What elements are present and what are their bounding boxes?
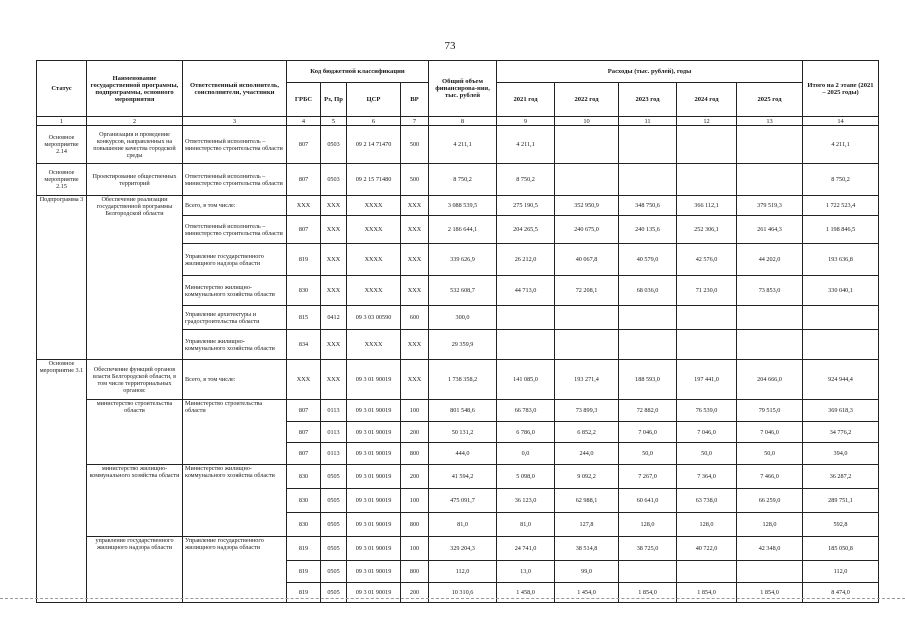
vr-cell: 500 bbox=[401, 126, 429, 164]
name-cell: Обеспечение функций органов власти Белгородской области, в том числе территориальных органов: bbox=[87, 360, 183, 400]
vr-cell: ХХХ bbox=[401, 196, 429, 216]
y2025-cell bbox=[737, 306, 803, 330]
csr-cell: 09 2 15 71480 bbox=[347, 164, 401, 196]
vr-cell: 100 bbox=[401, 537, 429, 561]
grbs-cell: 815 bbox=[287, 306, 321, 330]
y2025-cell: 50,0 bbox=[737, 443, 803, 465]
col-index: 8 bbox=[429, 117, 497, 126]
y2021-cell: 81,0 bbox=[497, 513, 555, 537]
y2024-cell: 1 854,0 bbox=[677, 583, 737, 603]
y2025-cell bbox=[737, 164, 803, 196]
table-row bbox=[37, 537, 879, 561]
y2025-cell: 7 046,0 bbox=[737, 422, 803, 443]
y2022-cell: 6 852,2 bbox=[555, 422, 619, 443]
y2024-cell: 42 576,0 bbox=[677, 244, 737, 276]
total-cell: 50 131,2 bbox=[429, 422, 497, 443]
name-cell: министерство жилищно-коммунального хозяйства области bbox=[87, 465, 183, 537]
csr-cell: 09 3 01 90019 bbox=[347, 400, 401, 422]
vr-cell: 600 bbox=[401, 306, 429, 330]
stage-total-cell: 394,0 bbox=[803, 443, 879, 465]
responsible-cell: Управление жилищно-коммунального хозяйства области bbox=[183, 330, 287, 360]
y2024-cell: 71 230,0 bbox=[677, 276, 737, 306]
col-index: 9 bbox=[497, 117, 555, 126]
vr-cell: ХХХ bbox=[401, 216, 429, 244]
stage-total-cell: 1 198 846,5 bbox=[803, 216, 879, 244]
col-2024-header: 2024 год bbox=[677, 83, 737, 117]
rzpr-cell: 0503 bbox=[321, 126, 347, 164]
vr-cell: ХХХ bbox=[401, 360, 429, 400]
status-cell: Основное мероприятие 3.1 bbox=[37, 360, 87, 603]
vr-cell: 100 bbox=[401, 489, 429, 513]
y2024-cell bbox=[677, 330, 737, 360]
csr-cell: 09 2 14 71470 bbox=[347, 126, 401, 164]
stage-total-cell: 8 750,2 bbox=[803, 164, 879, 196]
responsible-cell: Всего, в том числе: bbox=[183, 196, 287, 216]
total-cell: 532 608,7 bbox=[429, 276, 497, 306]
stage-total-cell: 185 050,8 bbox=[803, 537, 879, 561]
rzpr-cell: 0505 bbox=[321, 561, 347, 583]
col-index: 13 bbox=[737, 117, 803, 126]
y2025-cell bbox=[737, 126, 803, 164]
y2024-cell bbox=[677, 126, 737, 164]
y2023-cell: 7 046,0 bbox=[619, 422, 677, 443]
y2025-cell: 261 464,3 bbox=[737, 216, 803, 244]
rzpr-cell: 0113 bbox=[321, 422, 347, 443]
col-vr-header: ВР bbox=[401, 83, 429, 117]
y2021-cell: 24 741,0 bbox=[497, 537, 555, 561]
y2023-cell: 68 036,0 bbox=[619, 276, 677, 306]
grbs-cell: 807 bbox=[287, 422, 321, 443]
csr-cell: ХХХХ bbox=[347, 330, 401, 360]
col-responsible-header: Ответственный исполнитель, соисполнители, участники bbox=[183, 61, 287, 117]
csr-cell: 09 3 01 90019 bbox=[347, 422, 401, 443]
grbs-cell: 830 bbox=[287, 489, 321, 513]
col-index: 6 bbox=[347, 117, 401, 126]
col-index: 5 bbox=[321, 117, 347, 126]
stage-total-cell bbox=[803, 330, 879, 360]
page-number: 73 bbox=[444, 40, 456, 52]
csr-cell: 09 3 01 90019 bbox=[347, 360, 401, 400]
rzpr-cell: 0503 bbox=[321, 164, 347, 196]
y2025-cell: 73 853,0 bbox=[737, 276, 803, 306]
total-cell: 3 088 539,5 bbox=[429, 196, 497, 216]
y2024-cell bbox=[677, 306, 737, 330]
y2023-cell: 72 882,0 bbox=[619, 400, 677, 422]
code-group-header: Код бюджетной классификации bbox=[287, 61, 429, 83]
y2024-cell: 197 441,0 bbox=[677, 360, 737, 400]
y2024-cell: 40 722,0 bbox=[677, 537, 737, 561]
y2022-cell: 9 092,2 bbox=[555, 465, 619, 489]
grbs-cell: 807 bbox=[287, 443, 321, 465]
col-index: 14 bbox=[803, 117, 879, 126]
total-cell: 1 738 358,2 bbox=[429, 360, 497, 400]
status-cell: Основное мероприятие 2.15 bbox=[37, 164, 87, 196]
col-rzpr-header: Рз, Пр bbox=[321, 83, 347, 117]
grbs-cell: 807 bbox=[287, 164, 321, 196]
y2021-cell: 26 212,0 bbox=[497, 244, 555, 276]
header-row-1 bbox=[37, 61, 879, 83]
y2025-cell bbox=[737, 561, 803, 583]
column-index-row bbox=[37, 117, 879, 126]
y2023-cell: 188 593,0 bbox=[619, 360, 677, 400]
y2021-cell: 1 458,0 bbox=[497, 583, 555, 603]
y2025-cell: 42 348,0 bbox=[737, 537, 803, 561]
stage-total-cell bbox=[803, 306, 879, 330]
csr-cell: 09 3 03 00590 bbox=[347, 306, 401, 330]
col-2023-header: 2023 год bbox=[619, 83, 677, 117]
y2022-cell: 193 271,4 bbox=[555, 360, 619, 400]
grbs-cell: 807 bbox=[287, 400, 321, 422]
y2021-cell: 4 211,1 bbox=[497, 126, 555, 164]
y2025-cell: 66 259,0 bbox=[737, 489, 803, 513]
y2022-cell: 38 514,8 bbox=[555, 537, 619, 561]
csr-cell: 09 3 01 90019 bbox=[347, 583, 401, 603]
table-row bbox=[37, 164, 879, 196]
csr-cell: ХХХХ bbox=[347, 244, 401, 276]
y2022-cell: 62 988,1 bbox=[555, 489, 619, 513]
rzpr-cell: 0505 bbox=[321, 489, 347, 513]
stage-total-cell: 112,0 bbox=[803, 561, 879, 583]
y2022-cell: 1 454,0 bbox=[555, 583, 619, 603]
rzpr-cell: ХХХ bbox=[321, 276, 347, 306]
total-cell: 4 211,1 bbox=[429, 126, 497, 164]
y2024-cell: 366 112,1 bbox=[677, 196, 737, 216]
total-cell: 300,0 bbox=[429, 306, 497, 330]
csr-cell: ХХХХ bbox=[347, 276, 401, 306]
total-cell: 112,0 bbox=[429, 561, 497, 583]
stage-total-cell: 1 722 523,4 bbox=[803, 196, 879, 216]
rzpr-cell: 0505 bbox=[321, 583, 347, 603]
vr-cell: 200 bbox=[401, 465, 429, 489]
y2022-cell: 73 899,3 bbox=[555, 400, 619, 422]
y2022-cell bbox=[555, 126, 619, 164]
stage-total-cell: 924 944,4 bbox=[803, 360, 879, 400]
y2023-cell bbox=[619, 561, 677, 583]
col-2021-header: 2021 год bbox=[497, 83, 555, 117]
y2023-cell: 40 579,0 bbox=[619, 244, 677, 276]
name-cell: министерство строительства области bbox=[87, 400, 183, 465]
responsible-cell: Всего, в том числе: bbox=[183, 360, 287, 400]
vr-cell: 200 bbox=[401, 422, 429, 443]
stage-total-cell: 36 287,2 bbox=[803, 465, 879, 489]
csr-cell: 09 3 01 90019 bbox=[347, 561, 401, 583]
y2023-cell: 7 267,0 bbox=[619, 465, 677, 489]
stage-total-cell: 289 751,1 bbox=[803, 489, 879, 513]
y2024-cell: 7 046,0 bbox=[677, 422, 737, 443]
budget-table bbox=[36, 60, 879, 603]
y2022-cell: 99,0 bbox=[555, 561, 619, 583]
grbs-cell: 819 bbox=[287, 537, 321, 561]
y2025-cell: 7 466,0 bbox=[737, 465, 803, 489]
total-cell: 81,0 bbox=[429, 513, 497, 537]
y2021-cell: 13,0 bbox=[497, 561, 555, 583]
rzpr-cell: 0412 bbox=[321, 306, 347, 330]
y2022-cell bbox=[555, 330, 619, 360]
stage-total-cell: 592,8 bbox=[803, 513, 879, 537]
vr-cell: 100 bbox=[401, 400, 429, 422]
total-cell: 475 091,7 bbox=[429, 489, 497, 513]
grbs-cell: 834 bbox=[287, 330, 321, 360]
y2022-cell: 40 067,8 bbox=[555, 244, 619, 276]
grbs-cell: 830 bbox=[287, 276, 321, 306]
grbs-cell: ХХХ bbox=[287, 360, 321, 400]
y2021-cell: 5 098,0 bbox=[497, 465, 555, 489]
csr-cell: 09 3 01 90019 bbox=[347, 489, 401, 513]
y2021-cell: 6 786,0 bbox=[497, 422, 555, 443]
y2022-cell bbox=[555, 306, 619, 330]
col-csr-header: ЦСР bbox=[347, 83, 401, 117]
y2021-cell: 36 123,0 bbox=[497, 489, 555, 513]
rzpr-cell: 0505 bbox=[321, 513, 347, 537]
csr-cell: 09 3 01 90019 bbox=[347, 465, 401, 489]
y2021-cell: 44 713,0 bbox=[497, 276, 555, 306]
responsible-cell: Управление государственного жилищного надзора области bbox=[183, 244, 287, 276]
y2023-cell bbox=[619, 126, 677, 164]
y2022-cell: 352 950,9 bbox=[555, 196, 619, 216]
stage-total-cell: 193 636,8 bbox=[803, 244, 879, 276]
col-2022-header: 2022 год bbox=[555, 83, 619, 117]
rzpr-cell: 0113 bbox=[321, 400, 347, 422]
csr-cell: 09 3 01 90019 bbox=[347, 537, 401, 561]
vr-cell: 800 bbox=[401, 443, 429, 465]
y2023-cell bbox=[619, 164, 677, 196]
responsible-cell: Управление архитектуры и градостроительства области bbox=[183, 306, 287, 330]
y2021-cell: 204 265,5 bbox=[497, 216, 555, 244]
grbs-cell: 819 bbox=[287, 583, 321, 603]
y2023-cell: 128,0 bbox=[619, 513, 677, 537]
csr-cell: 09 3 01 90019 bbox=[347, 443, 401, 465]
y2025-cell: 379 519,3 bbox=[737, 196, 803, 216]
vr-cell: ХХХ bbox=[401, 244, 429, 276]
col-index: 7 bbox=[401, 117, 429, 126]
name-cell: Обеспечение реализации государственной программы Белгородской области bbox=[87, 196, 183, 360]
y2021-cell bbox=[497, 306, 555, 330]
total-cell: 339 626,9 bbox=[429, 244, 497, 276]
y2023-cell bbox=[619, 330, 677, 360]
vr-cell: 500 bbox=[401, 164, 429, 196]
y2022-cell bbox=[555, 164, 619, 196]
y2023-cell: 60 641,0 bbox=[619, 489, 677, 513]
col-status-header: Статус bbox=[37, 61, 87, 117]
grbs-cell: 830 bbox=[287, 465, 321, 489]
responsible-cell: Ответственный исполнитель – министерство строительства области bbox=[183, 126, 287, 164]
col-total-header: Общий объем финансирова-ния, тыс. рублей bbox=[429, 61, 497, 117]
vr-cell: 200 bbox=[401, 583, 429, 603]
y2023-cell: 38 725,0 bbox=[619, 537, 677, 561]
total-cell: 329 204,3 bbox=[429, 537, 497, 561]
status-cell: Подпрограмма 3 bbox=[37, 196, 87, 360]
rzpr-cell: 0113 bbox=[321, 443, 347, 465]
name-cell: Проектирование общественных территорий bbox=[87, 164, 183, 196]
responsible-cell: Ответственный исполнитель – министерство строительства области bbox=[183, 164, 287, 196]
table-row bbox=[37, 465, 879, 489]
col-index: 2 bbox=[87, 117, 183, 126]
responsible-cell: Министерство жилищно-коммунального хозяйства области bbox=[183, 276, 287, 306]
y2021-cell bbox=[497, 330, 555, 360]
col-index: 4 bbox=[287, 117, 321, 126]
col-index: 1 bbox=[37, 117, 87, 126]
y2024-cell: 252 306,1 bbox=[677, 216, 737, 244]
table-row bbox=[37, 126, 879, 164]
page-cut-line bbox=[0, 598, 905, 599]
y2025-cell: 128,0 bbox=[737, 513, 803, 537]
y2021-cell: 0,0 bbox=[497, 443, 555, 465]
name-cell: управление государственного жилищного надзора области bbox=[87, 537, 183, 603]
total-cell: 29 359,9 bbox=[429, 330, 497, 360]
responsible-cell: Министерство строительства области bbox=[183, 400, 287, 465]
stage-total-cell: 369 618,3 bbox=[803, 400, 879, 422]
stage-total-cell: 330 040,1 bbox=[803, 276, 879, 306]
col-index: 10 bbox=[555, 117, 619, 126]
col-grbs-header: ГРБС bbox=[287, 83, 321, 117]
responsible-cell: Министерство жилищно-коммунального хозяйства области bbox=[183, 465, 287, 537]
y2022-cell: 72 208,1 bbox=[555, 276, 619, 306]
vr-cell: 800 bbox=[401, 561, 429, 583]
grbs-cell: 819 bbox=[287, 561, 321, 583]
total-cell: 10 310,6 bbox=[429, 583, 497, 603]
expenses-group-header: Расходы (тыс. рублей), годы bbox=[497, 61, 803, 83]
y2024-cell: 76 539,0 bbox=[677, 400, 737, 422]
rzpr-cell: ХХХ bbox=[321, 330, 347, 360]
y2021-cell: 275 190,5 bbox=[497, 196, 555, 216]
y2025-cell: 204 666,0 bbox=[737, 360, 803, 400]
grbs-cell: ХХХ bbox=[287, 196, 321, 216]
col-name-header: Наименование государственной программы, подпрограммы, основного мероприятия bbox=[87, 61, 183, 117]
y2023-cell bbox=[619, 306, 677, 330]
y2024-cell bbox=[677, 164, 737, 196]
y2024-cell: 63 738,0 bbox=[677, 489, 737, 513]
rzpr-cell: 0505 bbox=[321, 465, 347, 489]
responsible-cell: Ответственный исполнитель – министерство строительства области bbox=[183, 216, 287, 244]
rzpr-cell: ХХХ bbox=[321, 196, 347, 216]
vr-cell: ХХХ bbox=[401, 276, 429, 306]
y2021-cell: 8 750,2 bbox=[497, 164, 555, 196]
y2025-cell: 1 854,0 bbox=[737, 583, 803, 603]
csr-cell: 09 3 01 90019 bbox=[347, 513, 401, 537]
rzpr-cell: ХХХ bbox=[321, 216, 347, 244]
y2021-cell: 141 085,0 bbox=[497, 360, 555, 400]
y2022-cell: 244,0 bbox=[555, 443, 619, 465]
total-cell: 8 750,2 bbox=[429, 164, 497, 196]
status-cell: Основное мероприятие 2.14 bbox=[37, 126, 87, 164]
stage-total-cell: 34 776,2 bbox=[803, 422, 879, 443]
y2023-cell: 348 750,6 bbox=[619, 196, 677, 216]
total-cell: 444,0 bbox=[429, 443, 497, 465]
y2024-cell: 7 364,0 bbox=[677, 465, 737, 489]
y2021-cell: 66 783,0 bbox=[497, 400, 555, 422]
col-index: 11 bbox=[619, 117, 677, 126]
responsible-cell: Управление государственного жилищного надзора области bbox=[183, 537, 287, 603]
table-row bbox=[37, 360, 879, 400]
col-2025-header: 2025 год bbox=[737, 83, 803, 117]
total-cell: 2 186 644,1 bbox=[429, 216, 497, 244]
table-row bbox=[37, 400, 879, 422]
vr-cell: ХХХ bbox=[401, 330, 429, 360]
col-index: 3 bbox=[183, 117, 287, 126]
y2025-cell: 44 202,0 bbox=[737, 244, 803, 276]
grbs-cell: 830 bbox=[287, 513, 321, 537]
y2024-cell: 50,0 bbox=[677, 443, 737, 465]
rzpr-cell: ХХХ bbox=[321, 360, 347, 400]
stage-total-cell: 4 211,1 bbox=[803, 126, 879, 164]
rzpr-cell: ХХХ bbox=[321, 244, 347, 276]
y2023-cell: 50,0 bbox=[619, 443, 677, 465]
grbs-cell: 807 bbox=[287, 216, 321, 244]
y2025-cell bbox=[737, 330, 803, 360]
y2022-cell: 127,8 bbox=[555, 513, 619, 537]
col-stage-total-header: Итого на 2 этапе (2021 – 2025 годы) bbox=[803, 61, 879, 117]
y2024-cell: 128,0 bbox=[677, 513, 737, 537]
vr-cell: 800 bbox=[401, 513, 429, 537]
grbs-cell: 807 bbox=[287, 126, 321, 164]
y2023-cell: 1 854,0 bbox=[619, 583, 677, 603]
y2025-cell: 79 515,0 bbox=[737, 400, 803, 422]
csr-cell: ХХХХ bbox=[347, 216, 401, 244]
table-row bbox=[37, 196, 879, 216]
col-index: 12 bbox=[677, 117, 737, 126]
y2023-cell: 240 135,6 bbox=[619, 216, 677, 244]
total-cell: 41 594,2 bbox=[429, 465, 497, 489]
csr-cell: ХХХХ bbox=[347, 196, 401, 216]
name-cell: Организация и проведение конкурсов, направленных на повышение качества городской среды bbox=[87, 126, 183, 164]
y2024-cell bbox=[677, 561, 737, 583]
y2022-cell: 240 675,0 bbox=[555, 216, 619, 244]
total-cell: 801 548,6 bbox=[429, 400, 497, 422]
rzpr-cell: 0505 bbox=[321, 537, 347, 561]
stage-total-cell: 8 474,0 bbox=[803, 583, 879, 603]
grbs-cell: 819 bbox=[287, 244, 321, 276]
